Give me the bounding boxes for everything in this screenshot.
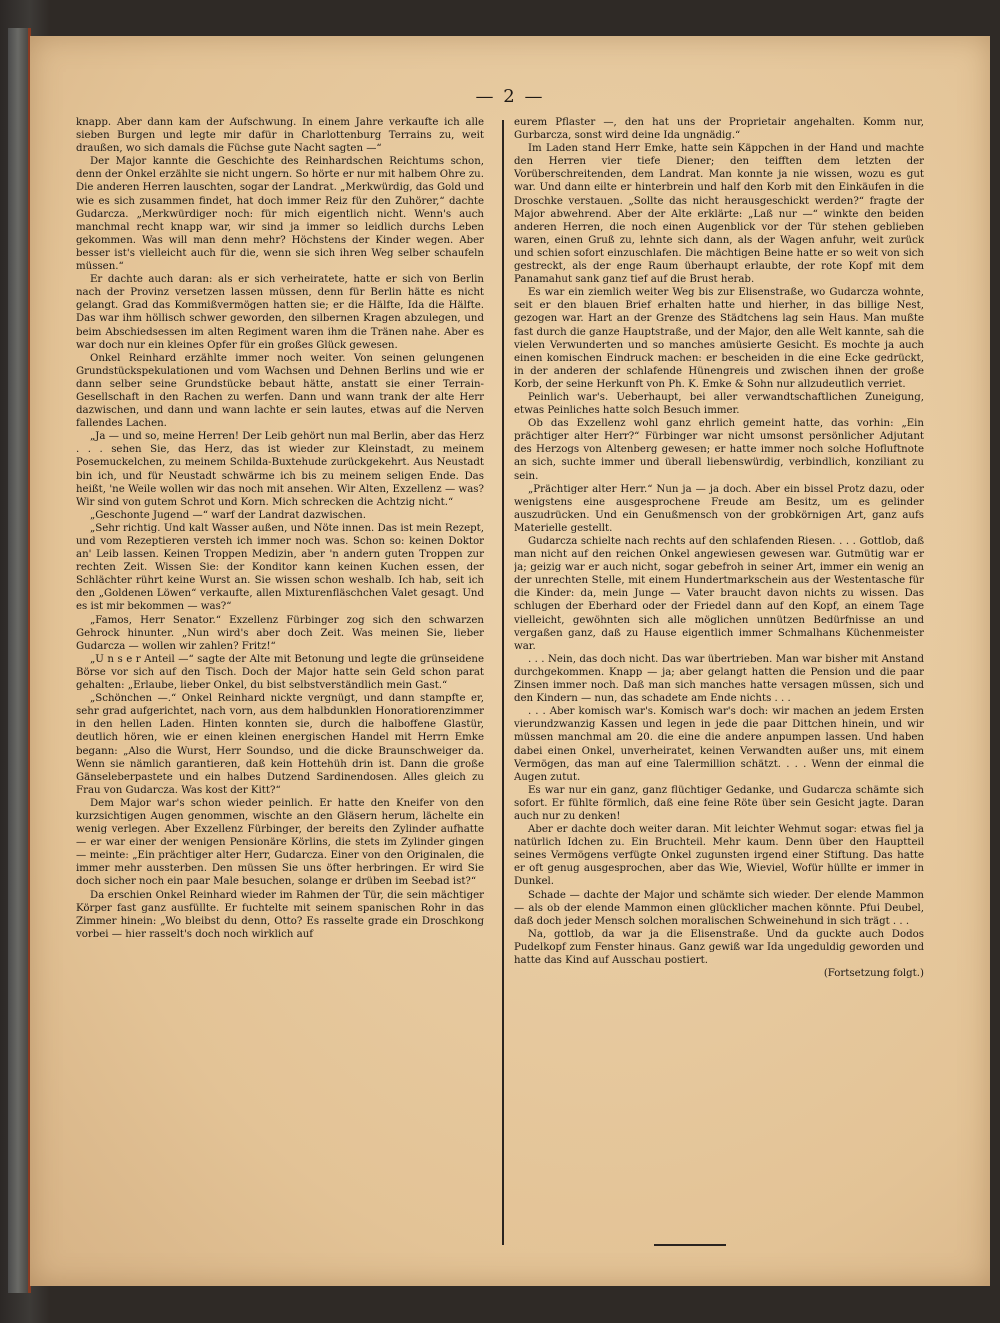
paragraph: knapp. Aber dann kam der Aufschwung. In einem Jahre verkaufte ich alle sieben Burgen und legte mir dafür in Charlottenburg Terrains zu, weit draußen, wo sich damals die Füchse gute Nacht sagten —“ — [76, 117, 484, 155]
paragraph: . . . Nein, das doch nicht. Das war übertrieben. Man war bisher mit Anstand durchgekommen. Knapp — ja; aber gelangt hatten die Pension und die paar Zinsen immer noch. Daß man sich manches hatte versagen müssen, sich und den Kindern — nun, das schadete am Ende nichts . . . — [514, 653, 924, 705]
paragraph: „Geschonte Jugend —“ warf der Landrat dazwischen. — [90, 509, 366, 521]
paragraph: Da erschien Onkel Reinhard wieder im Rahmen der Tür, die sein mächtiger Körper fast ganz ausfüllte. Er fuchtelte mit seinem spanischen Rohr in das Zimmer hinein: „Wo bleibst du denn, Otto? Es rasselte grade ein Droschkong vorbei — hier rasselt's doch noch wirklich auf — [76, 889, 484, 940]
left-text-column — [76, 116, 484, 1256]
paragraph: Onkel Reinhard erzählte immer noch weiter. Von seinen gelungenen Grundstückspekulationen und vom Wachsen und Dehnen Berlins und wie er dann selber seine Grundstücke bebaut hätte, anstatt sie einer Terrain-Gesellschaft in den Rachen zu werfen. Dann und wann trank der alte Herr dazwischen, und dann und wann lachte er sein lautes, etwas auf die Nerven fallendes Lachen. — [76, 352, 484, 430]
paragraph: „Famos, Herr Senator.“ Exzellenz Fürbinger zog sich den schwarzen Gehrock hinunter. „Nun wird's aber doch Zeit. Was meinen Sie, lieber Gudarcza — wollen wir zahlen? Fritz!“ — [76, 614, 484, 652]
paragraph: „U n s e r Anteil —“ sagte der Alte mit Betonung und legte die grünseidene Börse vor sich auf den Tisch. Doch der Major hatte sein Geld schon parat gehalten: „Erlaube, lieber Onkel, du bist selbstverständlich mein Gast.“ — [76, 653, 484, 692]
right-text-column — [514, 116, 924, 1256]
paragraph: Es war nur ein ganz, ganz flüchtiger Gedanke, und Gudarcza schämte sich sofort. Er fühlte förmlich, daß eine feine Röte über sein Gesicht jagte. Daran auch nur zu denken! — [514, 784, 924, 822]
paragraph: Peinlich war's. Ueberhaupt, bei aller verwandtschaftlichen Zuneigung, etwas Peinliches hatte solch Besuch immer. — [514, 391, 924, 417]
column-divider — [502, 120, 504, 1245]
paragraph: Ob das Exzellenz wohl ganz ehrlich gemeint hatte, das vorhin: „Ein prächtiger alter Herr?“ Fürbinger war nicht umsonst persönlicher Adjutant des Herzogs von Altenberg gewesen; er hatte immer noch solche Hofluftnote an sich, suchte immer und überall liebenswürdig, verbindlich, konziliant zu sein. — [514, 418, 924, 482]
paragraph: Der Major kannte die Geschichte des Reinhardschen Reichtums schon, denn der Onkel erzählte sie nicht ungern. So hörte er nur mit halbem Ohre zu. Die anderen Herren lauschten, sogar der Landrat. „Merkwürdig, das Gold und wie es sich zusammen findet, hat doch immer Reiz für den Zuhörer,“ dachte Gudarcza. „Merkwürdiger noch: für mich eigentlich nicht. Wenn's auch manchmal recht knapp war, wir sind ja immer so leidlich durchs Leben gekommen. Was will man denn mehr? Höchstens der Kinder wegen. Aber besser ist's vielleicht auch für die, wenn sie sich ihren Weg selber schaufeln müssen.“ — [76, 156, 484, 273]
paragraph: eurem Pflaster —, den hat uns der Proprietair angehalten. Komm nur, Gurbarcza, sonst wird deine Ida ungnädig.“ — [514, 117, 924, 142]
book-spine — [8, 28, 31, 1293]
paragraph: „Ja — und so, meine Herren! Der Leib gehört nun mal Berlin, aber das Herz . . . sehen Sie, das Herz, das ist wieder zur Kleinstadt, zu meinem Posemuckelchen, zu meinem Schilda-Buxtehude zurückgekehrt. Aus Neustadt bin ich, und für Neustadt schwärme ich bis zu meinem seligen Ende. Das heißt, 'ne Weile wollen wir das noch mit ansehen. Wir Alten, Exzellenz — was? Wir sind von gutem Schrot und Korn. Mich schrecken die Achtzig nicht.“ — [76, 431, 484, 508]
paragraph: „Sehr richtig. Und kalt Wasser außen, und Nöte innen. Das ist mein Rezept, und vom Rezeptieren versteh ich immer noch was. Schon so: keinen Doktor an' Leib lassen. Keinen Troppen Medizin, aber 'n andern guten Troppen zur rechten Zeit. Wissen Sie: der Konditor kann keinen Kuchen essen, der Schlächter rührt keine Wurst an. Sie wissen schon weshalb. Ich hab, seit ich den „Goldenen Löwen“ verkaufte, allen Mixturenfläschchen Valet gesagt. Und es ist mir bekommen — was?“ — [76, 522, 484, 613]
paragraph: Na, gottlob, da war ja die Elisenstraße. Und da guckte auch Dodos Pudelkopf zum Fenster hinaus. Ganz gewiß war Ida ungeduldig geworden und hatte das Kind auf Ausschau postiert. — [514, 928, 924, 966]
page-number: — 2 — — [475, 86, 545, 107]
paragraph: „Schönchen —.“ Onkel Reinhard nickte vergnügt, und dann stampfte er, sehr grad aufgerichtet, nach vorn, aus dem halbdunklen Honoratiorenzimmer in den hellen Laden. Hinten konnten sie, durch die halboffene Glastür, deutlich hören, wie er einen kleinen energischen Handel mit Herrn Emke begann: „Also die Wurst, Herr Soundso, und die dicke Braunschweiger da. Wenn sie nämlich garantieren, daß kein Hottehüh drin ist. Dann die große Gänseleberpastete und ein halbes Dutzend Sardinendosen. Alles gleich zu Frau von Gudarcza. Was kost der Kitt?“ — [76, 693, 484, 796]
continuation-note: (Fortsetzung folgt.) — [823, 968, 924, 980]
paragraph: Gudarcza schielte nach rechts auf den schlafenden Riesen. . . . Gottlob, daß man nicht auf den reichen Onkel angewiesen gewesen war. Gutmütig war er ja; geizig war er auch nicht, sogar gebefroh in seiner Art, immer ein wenig an der unrechten Stelle, mit einem Hundertmarkschein aus der Westentasche für die Kinder: da, mein Junge — Vater braucht davon nichts zu wissen. Das schlugen der Eberhard oder der Friedel dann auf den Kopf, an einem Tage vielleicht, gewöhnten sich alle möglichen unnützen Bedürfnisse an und vergaßen ganz, daß zu Hause eigentlich immer Schmalhans Küchenmeister war. — [514, 536, 924, 652]
paragraph: Im Laden stand Herr Emke, hatte sein Käppchen in der Hand und machte den Herren vier tiefe Diener; den teifften dem letzten der Vorüberschreitenden, dem Landrat. Man konnte ja nie wissen, wozu es gut war. Und dann eilte er hinterbrein und half den Korb mit den Einkäufen in die Droschke verstauen. „Sollte das nicht herausgeschickt werden?“ fragte der Major abwehrend. Aber der Alte erklärte: „Laß nur —“ winkte den beiden anderen Herren, die noch einen Augenblick vor der Tür stehen geblieben waren, einen Gruß zu, lehnte sich dann, als der Wagen anfuhr, weit zurück und schien sofort einzuschlafen. Die mächtigen Beine hatte er so weit von sich gestreckt, als der enge Raum überhaupt erlaubte, der rote Kopf mit dem Panamahut sank ganz tief auf die Brust herab. — [514, 143, 924, 286]
paragraph: Aber er dachte doch weiter daran. Mit leichter Wehmut sogar: etwas fiel ja natürlich Idchen zu. Ein Bruchteil. Mehr kaum. Denn über den Hauptteil seines Vermögens verfügte Onkel zugunsten irgend einer Stiftung. Das hatte er oft genug ausgesprochen, aber das Wie, Wieviel, Wofür hüllte er immer in Dunkel. — [514, 824, 924, 888]
end-rule — [654, 1244, 726, 1246]
paragraph: Dem Major war's schon wieder peinlich. Er hatte den Kneifer von den kurzsichtigen Augen genommen, wischte an den Gläsern herum, lächelte ein wenig verlegen. Aber Exzellenz Fürbinger, der bereits den Zylinder aufhatte — er war einer der wenigen Pensionäre Körlins, die stets im Zylinder gingen — meinte: „Ein prächtiger alter Herr, Gudarcza. Einer von den Originalen, die immer mehr aussterben. Den müssen Sie uns öfter herbringen. Er wird Sie doch sicher noch ein paar Male besuchen, solange er drüben im Seebad ist?“ — [76, 797, 484, 888]
paragraph: Er dachte auch daran: als er sich verheiratete, hatte er sich von Berlin nach der Provinz versetzen lassen müssen, denn für Berlin hätte es nicht gelangt. Grad das Kommißvermögen hatten sie; er die Hälfte, Ida die Hälfte. Das war ihm höllisch schwer geworden, den silbernen Kragen abzulegen, und beim Abschiedsessen im alten Regiment waren ihm die Tränen nahe. Aber es war doch nur ein kleines Opfer für ein großes Glück gewesen. — [76, 274, 484, 351]
paragraph: . . . Aber komisch war's. Komisch war's doch: wir machen an jedem Ersten vierundzwanzig Kassen und legen in jede die paar Dittchen hinein, und wir müssen manchmal am 20. die eine die andere anpumpen lassen. Und haben dabei einen Onkel, unverheiratet, keinen Verwandten außer uns, mit einem Vermögen, das man auf eine Talermillion schätzt. . . . Wenn der einmal die Augen zutut. — [514, 706, 924, 783]
paragraph: Schade — dachte der Major und schämte sich wieder. Der elende Mammon — als ob der elende Mammon einen glücklicher machen könnte. Pfui Deubel, daß doch jeder Mensch solchen moralischen Schweinehund in sich trägt . . . — [514, 889, 924, 927]
paragraph: „Prächtiger alter Herr.“ Nun ja — ja doch. Aber ein bissel Protz dazu, oder wenigstens eine ausgesprochene Freude am Besitz, um es gelinder auszudrücken. Und ein Genußmensch von der grobkörnigen Art, ganz aufs Materielle gestellt. — [514, 483, 924, 534]
book-page — [30, 36, 990, 1286]
paragraph: Es war ein ziemlich weiter Weg bis zur Elisenstraße, wo Gudarcza wohnte, seit er den blauen Brief erhalten hatte und hierher, in das billige Nest, gezogen war. Hart an der Grenze des Städtchens lag sein Haus. Man mußte fast durch die ganze Hauptstraße, und der Major, den alle Welt kannte, sah die vielen Verwunderten und so manches amüsierte Gesicht. Es mochte ja auch einen komischen Eindruck machen: er bescheiden in die eine Ecke gedrückt, in der anderen der schlafende Hünengreis und zwischen ihnen der große Korb, der seine Herkunft von Ph. K. Emke & Sohn nur allzudeutlich verriet. — [514, 287, 924, 390]
